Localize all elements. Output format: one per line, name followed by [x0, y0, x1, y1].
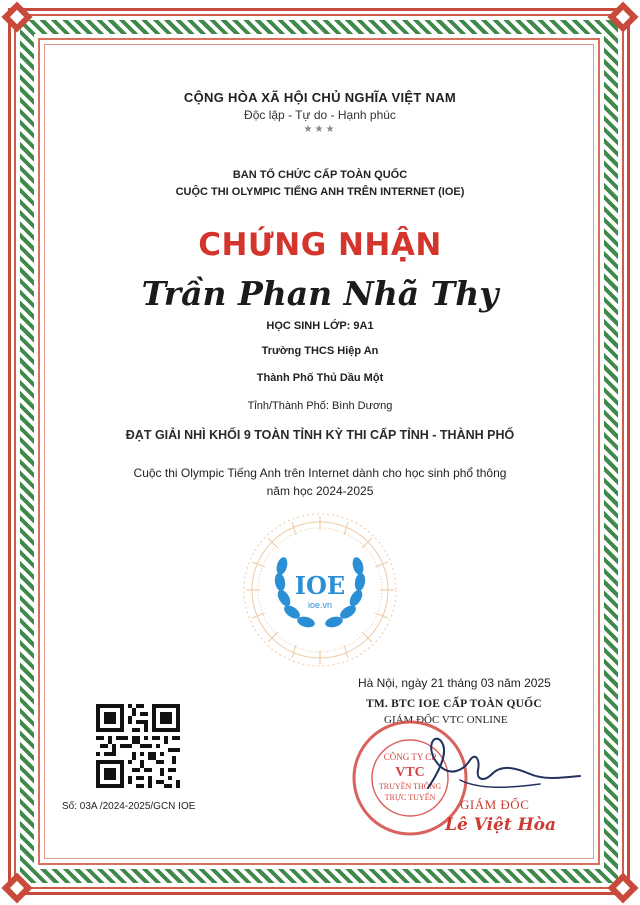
nation-title: CỘNG HÒA XÃ HỘI CHỦ NGHĨA VIỆT NAM [183, 90, 457, 105]
contest-description-1: Cuộc thi Olympic Tiếng Anh trên Internet dành cho học sinh phổ thông [133, 466, 507, 480]
school-name: Trường THCS Hiệp An [261, 345, 379, 357]
organizer-line-1: BAN TỔ CHỨC CẤP TOÀN QUỐC [232, 169, 408, 181]
stamp-line-2: TRỰC TUYẾN [384, 793, 436, 802]
organizer-line-2: CUỘC THI OLYMPIC TIẾNG ANH TRÊN INTERNET (IOE) [175, 186, 465, 198]
director-title: GIÁM ĐỐC [460, 797, 530, 812]
award-text: ĐẠT GIẢI NHÌ KHỐI 9 TOÀN TỈNH KỲ THI CẤP TỈNH - THÀNH PHỐ [125, 428, 515, 442]
student-class: HỌC SINH LỚP: 9A1 [266, 320, 374, 332]
certificate-number: Số: 03A /2024-2025/GCN IOE [62, 801, 196, 812]
director-signature [420, 730, 590, 800]
qr-code-graphic [96, 704, 180, 788]
stamp-line-1: TRUYỀN THÔNG [378, 782, 442, 791]
signature-graphic [420, 730, 590, 800]
stamp-company-text: CÔNG TY CP [383, 752, 437, 762]
star-divider: ★★★ [303, 124, 337, 135]
director-position: GIÁM ĐỐC VTC ONLINE [384, 714, 508, 726]
national-motto: Độc lập - Tự do - Hạnh phúc [244, 108, 396, 122]
on-behalf-line: TM. BTC IOE CẤP TOÀN QUỐC [366, 698, 542, 710]
contest-description-2: năm học 2024-2025 [266, 484, 374, 498]
certificate-title: CHỨNG NHẬN [198, 227, 442, 263]
ioe-seal [220, 510, 420, 670]
ioe-seal-graphic [220, 510, 420, 670]
ioe-logo-text: IOE [294, 571, 346, 600]
stamp-brand-text: VTC [395, 765, 425, 780]
recipient-name: Trần Phan Nhã Thy [141, 274, 499, 313]
city-name: Thành Phố Thủ Dầu Một [256, 372, 384, 384]
ioe-url-text: ioe.vn [307, 600, 333, 610]
qr-code [96, 704, 180, 788]
province-name: Tỉnh/Thành Phố: Bình Dương [247, 400, 393, 412]
director-name: Lê Việt Hòa [445, 815, 557, 835]
issue-date: Hà Nội, ngày 21 tháng 03 năm 2025 [358, 676, 551, 690]
